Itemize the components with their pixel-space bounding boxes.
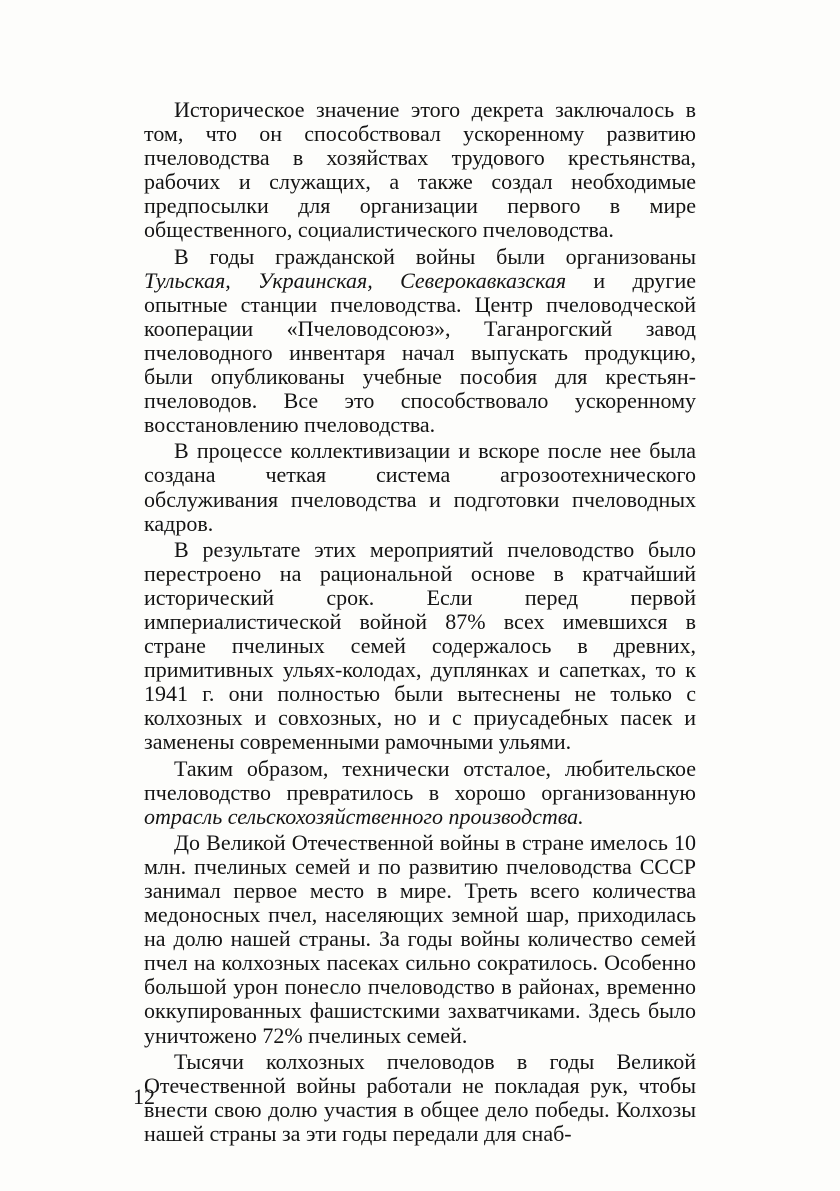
paragraph <box>144 439 696 535</box>
italic-text-run: отрасль сельскохозяйственного производства. <box>144 803 584 829</box>
paragraph <box>144 831 696 1048</box>
text-run: В годы гражданской войны были организованы <box>174 243 696 269</box>
text-run: Таким образом, технически отсталое, любительское пчеловодство превратилось в хорошо организованную <box>144 755 696 805</box>
page-number: 12 <box>133 1084 155 1109</box>
text-run: До Великой Отечественной войны в стране имелось 10 млн. пчелиных семей и по развитию пчеловодства СССР занимал первое место в мире. Треть всего количества медоносных пчел, населяющих земной шар, приходилась на долю нашей страны. За годы войны количество семей пчел на колхозных пасеках сильно сократилось. Особенно большой урон понесло пчеловодство в районах, временно оккупированных фашистскими захватчиками. Здесь было уничтожено 72% пчелиных семей. <box>144 829 696 1048</box>
text-run: Тысячи колхозных пчеловодов в годы Великой Отечественной войны работали не покладая рук, чтобы внести свою долю участия в общее дело победы. Колхозы нашей страны за эти годы передали для снаб- <box>144 1048 696 1146</box>
text-run: и другие опытные станции пчеловодства. Центр пчеловодческой кооперации «Пчеловодсоюз», Таганрогский завод пчеловодного инвентаря начал выпускать продукцию, были опубликованы учебные пособия для крестьян-пчеловодов. Все это способствовало ускоренному восстановлению пчеловодства. <box>144 267 696 438</box>
paragraph <box>144 245 696 438</box>
italic-text-run: Тульская, Украинская, Северокавказская <box>144 267 567 293</box>
text-run: Историческое значение этого декрета заключалось в том, что он способствовал ускоренному развитию пчеловодства в хозяйствах трудового крестьянства, рабочих и служащих, а также создал необходимые предпосылки для организации первого в мире общественного, социалистического пчеловодства. <box>144 97 696 243</box>
text-run: В результате этих мероприятий пчеловодство было перестроено на рациональной основе в кратчайший исторический срок. Если перед первой империалистической войной 87% всех имевшихся в стране пчелиных семей содержалось в древних, примитивных ульях-колодах, дуплянках и сапетках, то к 1941 г. они полностью были вытеснены не только с колхозных и совхозных, но и с приусадебных пасек и заменены современными рамочными ульями. <box>144 536 696 755</box>
body-text <box>144 98 696 1148</box>
paragraph <box>144 98 696 243</box>
paragraph <box>144 757 696 829</box>
paragraph <box>144 538 696 755</box>
paragraph <box>144 1050 696 1146</box>
text-run: В процессе коллективизации и вскоре после нее была создана четкая система агрозоотехнического обслуживания пчеловодства и подготовки пчеловодных кадров. <box>144 438 696 536</box>
